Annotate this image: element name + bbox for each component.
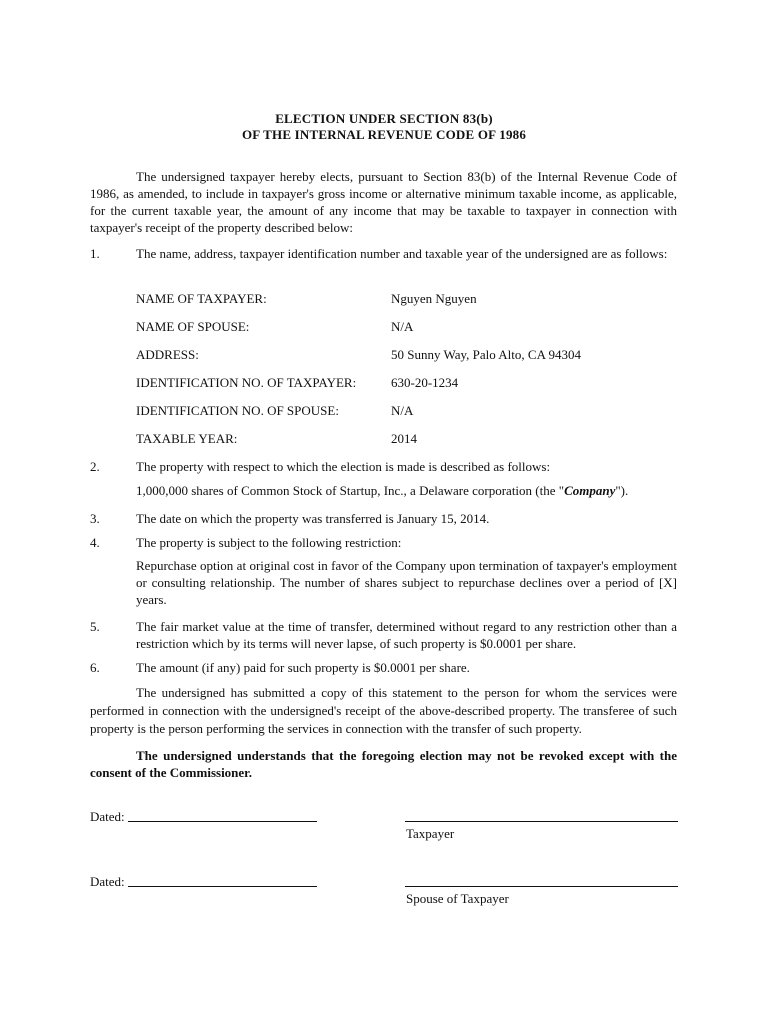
value-name-of-spouse: N/A	[391, 319, 414, 334]
value-id-spouse: N/A	[391, 403, 414, 418]
title-line-1: ELECTION UNDER SECTION 83(b)	[275, 111, 493, 126]
dated-line-1[interactable]	[128, 821, 317, 822]
title-line-2: OF THE INTERNAL REVENUE CODE OF 1986	[241, 127, 527, 142]
label-name-of-taxpayer: NAME OF TAXPAYER:	[136, 291, 267, 306]
label-id-spouse: IDENTIFICATION NO. OF SPOUSE:	[136, 403, 339, 418]
restriction-description: Repurchase option at original cost in favor of the Company upon termination of taxpayer's employment or consulting relationship. The number of shares subject to repurchase declines over a period of [X] years.	[136, 558, 677, 607]
revocation-paragraph: The undersigned understands that the foregoing election may not be revoked except with the consent of the Commissioner.	[90, 748, 677, 780]
taxpayer-label: Taxpayer	[406, 826, 455, 841]
company-defined-term: Company	[564, 483, 616, 498]
label-name-of-spouse: NAME OF SPOUSE:	[136, 319, 250, 334]
submission-paragraph: The undersigned has submitted a copy of this statement to the person for whom the services were performed in connection with the undersigned's receipt of the above-described property. The transferee of such property is the person performing the services in connection with the transfer of such property.	[90, 685, 677, 736]
item-6-number: 6.	[90, 660, 100, 675]
value-address: 50 Sunny Way, Palo Alto, CA 94304	[391, 347, 581, 362]
item-2-number: 2.	[90, 459, 100, 474]
item-4-number: 4.	[90, 535, 100, 550]
spouse-label: Spouse of Taxpayer	[406, 891, 509, 906]
property-text-before: 1,000,000 shares of Common Stock of Startup, Inc., a Delaware corporation (the "	[136, 483, 565, 498]
item-2-text: The property with respect to which the election is made is described as follows:	[136, 459, 551, 474]
property-text-after: ").	[615, 483, 629, 498]
item-5-text: The fair market value at the time of transfer, determined without regard to any restriction other than a restriction which by its terms will never lapse, of such property is $0.0001 per share.	[136, 619, 677, 651]
label-address: ADDRESS:	[136, 347, 199, 362]
dated-label-2: Dated:	[90, 874, 125, 889]
intro-paragraph: The undersigned taxpayer hereby elects, pursuant to Section 83(b) of the Internal Revenue Code of 1986, as amended, to include in taxpayer's gross income or alternative minimum taxable income, as applicable, for the current taxable year, the amount of any income that may be taxable to taxpayer in connection with taxpayer's receipt of the property described below:	[90, 169, 677, 235]
spouse-signature-line[interactable]	[405, 886, 678, 887]
item-3-text: The date on which the property was transferred is January 15, 2014.	[136, 511, 490, 526]
item-6-text: The amount (if any) paid for such property is $0.0001 per share.	[136, 660, 470, 675]
label-id-taxpayer: IDENTIFICATION NO. OF TAXPAYER:	[136, 375, 357, 390]
item-3-number: 3.	[90, 511, 100, 526]
value-name-of-taxpayer: Nguyen Nguyen	[391, 291, 477, 306]
item-1-number: 1.	[90, 246, 100, 261]
item-4-text: The property is subject to the following restriction:	[136, 535, 402, 550]
property-description	[136, 482, 677, 499]
dated-line-2[interactable]	[128, 886, 317, 887]
label-taxable-year: TAXABLE YEAR:	[136, 431, 238, 446]
item-1-text: The name, address, taxpayer identification number and taxable year of the undersigned are as follows:	[136, 246, 668, 261]
taxpayer-signature-line[interactable]	[405, 821, 678, 822]
value-taxable-year: 2014	[391, 431, 417, 446]
dated-label-1: Dated:	[90, 809, 125, 824]
item-5-number: 5.	[90, 619, 100, 634]
value-id-taxpayer: 630-20-1234	[391, 375, 459, 390]
